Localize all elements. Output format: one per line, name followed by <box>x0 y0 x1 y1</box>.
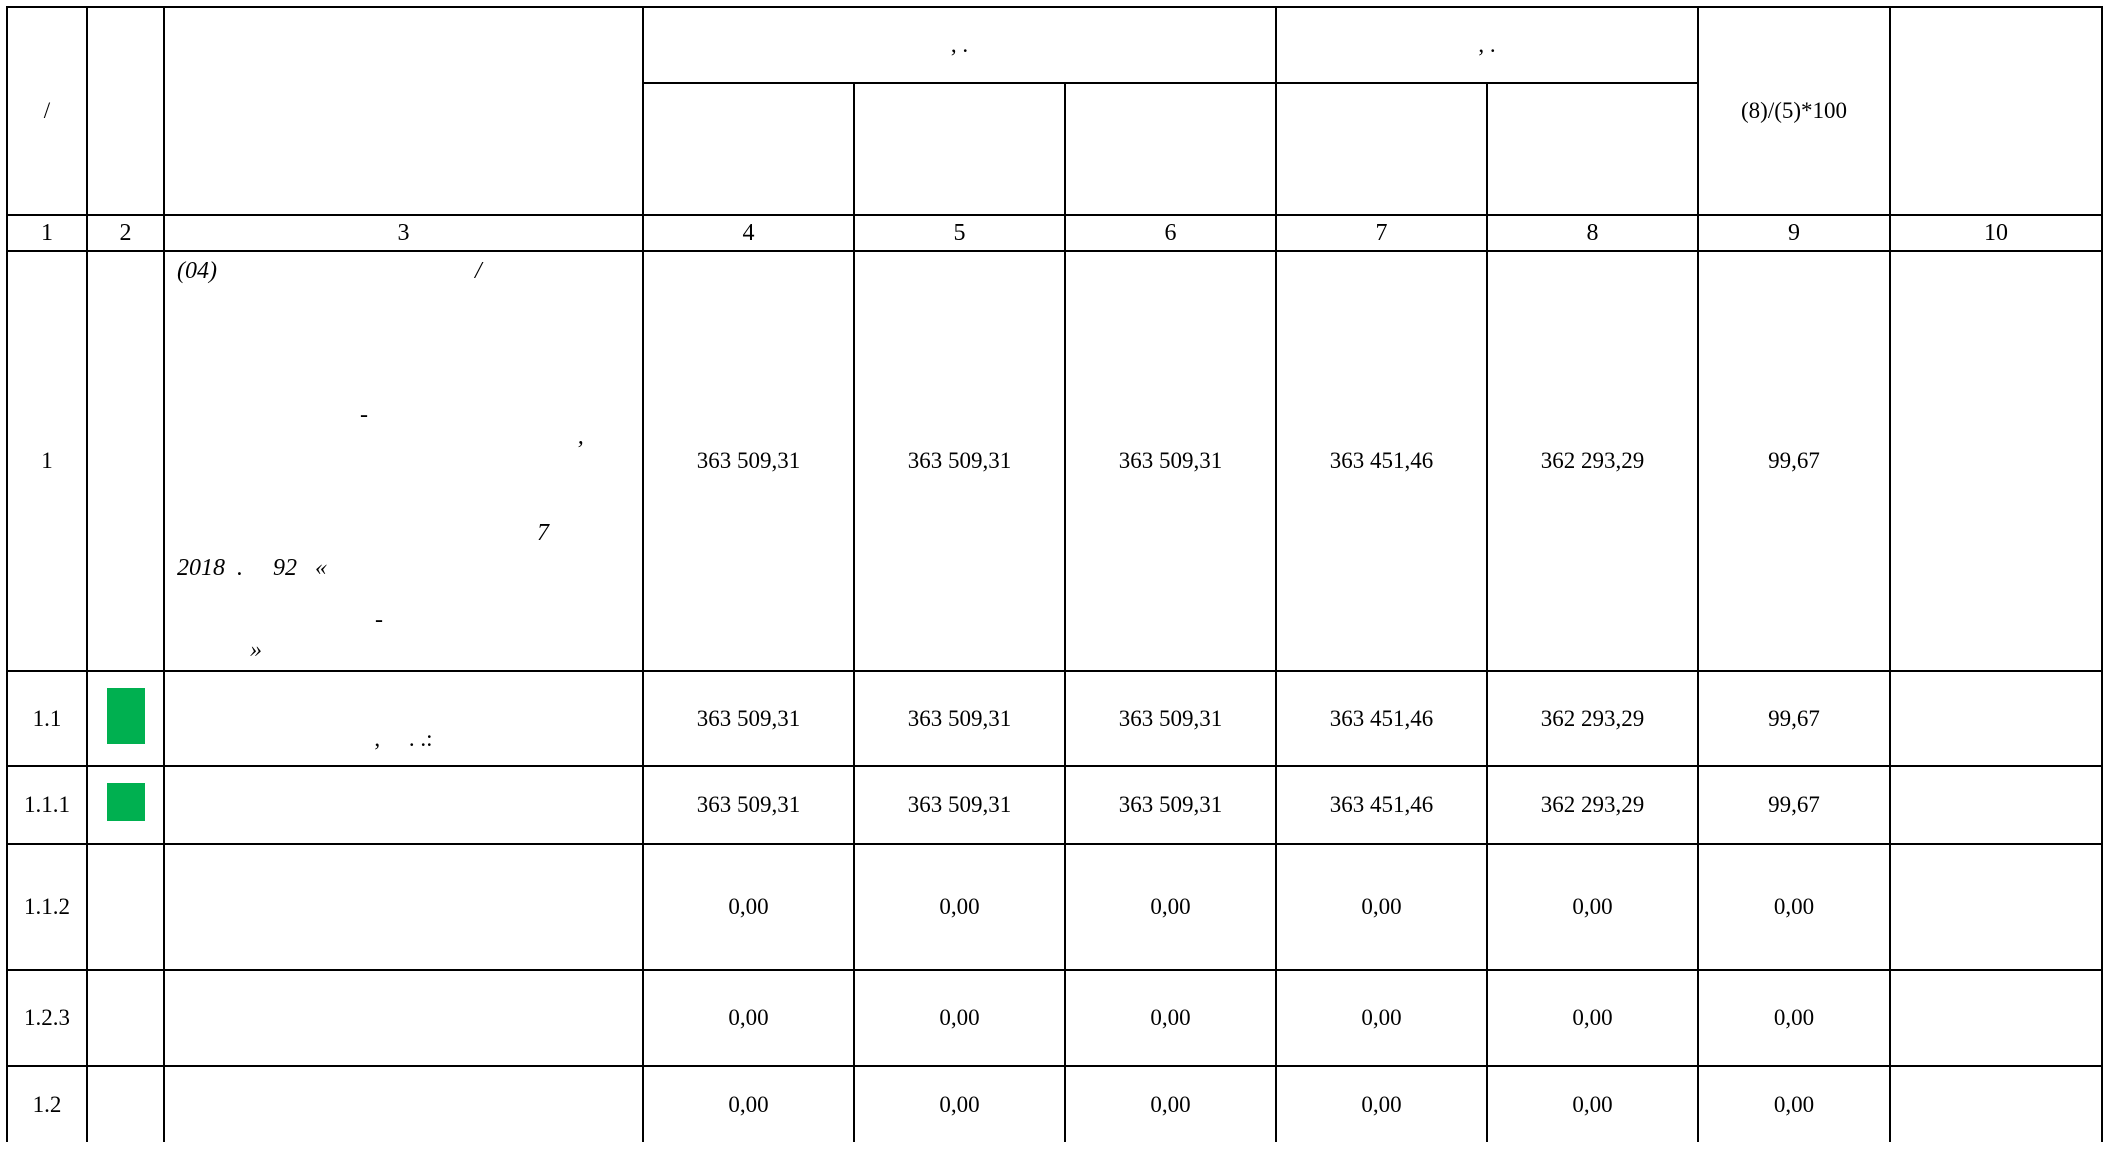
value-cell: 362 293,29 <box>1487 671 1698 766</box>
value-cell: 363 451,46 <box>1276 766 1487 844</box>
column-number: 9 <box>1698 215 1890 251</box>
header-sub-4 <box>643 83 854 215</box>
value-cell: 0,00 <box>1487 844 1698 970</box>
column-number: 2 <box>87 215 164 251</box>
row-marker-cell <box>87 766 164 844</box>
header-formula: (8)/(5)*100 <box>1698 7 1890 215</box>
row-marker-cell <box>87 970 164 1066</box>
header-sub-6 <box>1065 83 1276 215</box>
notes-cell <box>1890 251 2102 671</box>
value-cell: 363 509,31 <box>1065 251 1276 671</box>
value-cell: 362 293,29 <box>1487 251 1698 671</box>
column-number: 7 <box>1276 215 1487 251</box>
value-cell: 0,00 <box>1698 970 1890 1066</box>
desc-line: 2018 . 92 « <box>177 555 327 581</box>
value-cell: 99,67 <box>1698 671 1890 766</box>
notes-cell <box>1890 844 2102 970</box>
column-number: 6 <box>1065 215 1276 251</box>
value-cell: 363 509,31 <box>643 671 854 766</box>
table-row <box>7 1066 2102 1142</box>
table-row <box>7 251 2102 671</box>
value-cell: 0,00 <box>854 1066 1065 1142</box>
desc-line: - <box>360 402 368 428</box>
green-marker-icon <box>107 783 145 821</box>
value-cell: 362 293,29 <box>1487 766 1698 844</box>
row-number: 1 <box>7 251 87 671</box>
value-cell: 0,00 <box>643 970 854 1066</box>
row-number: 1.1.1 <box>7 766 87 844</box>
value-cell: 0,00 <box>1698 844 1890 970</box>
header-group-b: , . <box>1276 7 1698 83</box>
notes-cell <box>1890 970 2102 1066</box>
desc-line: (04) <box>177 258 217 284</box>
column-number: 5 <box>854 215 1065 251</box>
value-cell: 363 509,31 <box>854 671 1065 766</box>
column-number: 3 <box>164 215 643 251</box>
row-description <box>164 844 643 970</box>
value-cell: 363 509,31 <box>854 251 1065 671</box>
value-cell: 0,00 <box>1698 1066 1890 1142</box>
column-number: 8 <box>1487 215 1698 251</box>
row-marker-cell <box>87 1066 164 1142</box>
header-col10 <box>1890 7 2102 215</box>
header-group-a: , . <box>643 7 1276 83</box>
value-cell: 0,00 <box>1065 844 1276 970</box>
column-number: 4 <box>643 215 854 251</box>
value-cell: 0,00 <box>1065 970 1276 1066</box>
value-cell: 99,67 <box>1698 251 1890 671</box>
row-number: 1.1.2 <box>7 844 87 970</box>
header-sub-7 <box>1276 83 1487 215</box>
report-table <box>6 6 2103 1142</box>
row-description <box>164 970 643 1066</box>
desc-line: 7 <box>537 520 549 546</box>
table-row <box>7 766 2102 844</box>
row-description <box>164 1066 643 1142</box>
value-cell: 0,00 <box>1276 970 1487 1066</box>
notes-cell <box>1890 671 2102 766</box>
desc-line: / <box>475 258 482 284</box>
value-cell: 0,00 <box>1276 844 1487 970</box>
header-row-top <box>7 7 2102 83</box>
value-cell: 363 451,46 <box>1276 671 1487 766</box>
value-cell: 0,00 <box>643 1066 854 1142</box>
value-cell: 99,67 <box>1698 766 1890 844</box>
desc-line: - <box>375 607 383 633</box>
value-cell: 363 509,31 <box>643 251 854 671</box>
header-sub-8 <box>1487 83 1698 215</box>
header-col1-label: / <box>7 7 87 215</box>
row-marker-cell <box>87 844 164 970</box>
value-cell: 363 509,31 <box>1065 671 1276 766</box>
value-cell: 0,00 <box>854 970 1065 1066</box>
table-row <box>7 671 2102 766</box>
row-description <box>164 766 643 844</box>
value-cell: 0,00 <box>1487 970 1698 1066</box>
value-cell: 0,00 <box>643 844 854 970</box>
value-cell: 363 509,31 <box>643 766 854 844</box>
table-row <box>7 970 2102 1066</box>
header-col2 <box>87 7 164 215</box>
notes-cell <box>1890 766 2102 844</box>
header-col3 <box>164 7 643 215</box>
desc-line: ’ <box>575 437 583 463</box>
column-number: 10 <box>1890 215 2102 251</box>
desc-text: , . .: <box>374 725 433 751</box>
value-cell: 363 509,31 <box>1065 766 1276 844</box>
value-cell: 0,00 <box>1065 1066 1276 1142</box>
notes-cell <box>1890 1066 2102 1142</box>
row-marker-cell <box>87 251 164 671</box>
column-number: 1 <box>7 215 87 251</box>
column-number-row <box>7 215 2102 251</box>
row-description <box>164 251 643 671</box>
row-number: 1.2 <box>7 1066 87 1142</box>
row-number: 1.1 <box>7 671 87 766</box>
row-number: 1.2.3 <box>7 970 87 1066</box>
row-marker-cell <box>87 671 164 766</box>
value-cell: 0,00 <box>854 844 1065 970</box>
table-row <box>7 844 2102 970</box>
value-cell: 363 451,46 <box>1276 251 1487 671</box>
row-description <box>164 671 643 766</box>
value-cell: 0,00 <box>1276 1066 1487 1142</box>
green-marker-icon <box>107 688 145 744</box>
desc-line: » <box>250 637 262 663</box>
value-cell: 363 509,31 <box>854 766 1065 844</box>
value-cell: 0,00 <box>1487 1066 1698 1142</box>
header-sub-5 <box>854 83 1065 215</box>
